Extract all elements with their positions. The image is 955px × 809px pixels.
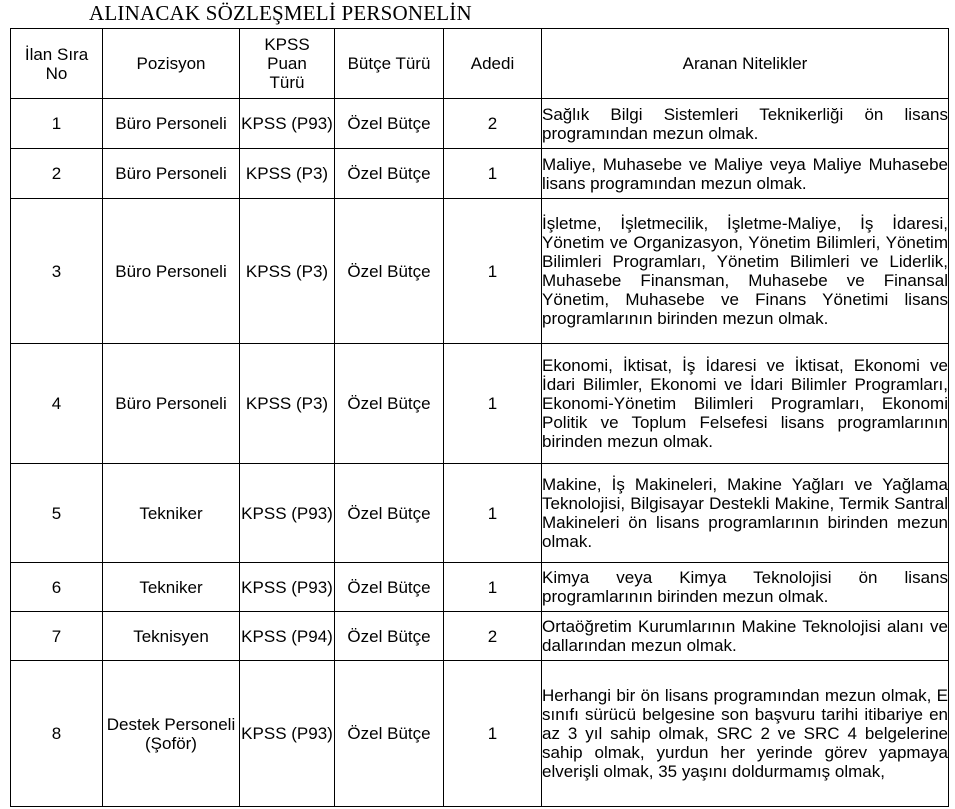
cell-kpss: KPSS (P93) — [240, 99, 335, 149]
cell-position: Büro Personeli — [103, 199, 240, 344]
cell-kpss: KPSS (P3) — [240, 199, 335, 344]
cell-budget: Özel Bütçe — [335, 149, 444, 199]
document-title: ALINACAK SÖZLEŞMELİ PERSONELİN — [89, 1, 472, 25]
table-row — [11, 149, 949, 199]
cell-qualifications: İşletme, İşletmecilik, İşletme-Maliye, İş İdaresi, Yönetim ve Organizasyon, Yönetim Bilimleri, Yönetim Bilimleri Programları, Yönetim Bilimleri ve Liderlik, Muhasebe Finansman, Muhasebe ve Finansal Yönetim, Muhasebe ve Finans Yönetimi lisans programlarının birinden mezun olmak. — [542, 199, 949, 344]
cell-position: Büro Personeli — [103, 149, 240, 199]
table-row — [11, 612, 949, 661]
cell-budget: Özel Bütçe — [335, 99, 444, 149]
cell-qualifications: Maliye, Muhasebe ve Maliye veya Maliye Muhasebe lisans programından mezun olmak. — [542, 149, 949, 199]
cell-no: 2 — [11, 149, 103, 199]
cell-qualifications: Ekonomi, İktisat, İş İdaresi ve İktisat, Ekonomi ve İdari Bilimler, Ekonomi ve İdari Bilimler Programları, Ekonomi-Yönetim Bilimleri Programları, Ekonomi Politik ve Toplum Felsefesi lisans programlarının birinden mezun olmak. — [542, 344, 949, 464]
cell-kpss: KPSS (P94) — [240, 612, 335, 661]
cell-qualifications: Makine, İş Makineleri, Makine Yağları ve Yağlama Teknolojisi, Bilgisayar Destekli Makine, Termik Santral Makineleri ön lisans programlarının birinden mezun olmak. — [542, 464, 949, 563]
header-kpss-score-type: KPSS Puan Türü — [240, 29, 335, 99]
cell-qualifications: Herhangi bir ön lisans programından mezun olmak, E sınıfı sürücü belgesine son başvuru tarihi itibariye en az 3 yıl sahip olmak, SRC 2 ve SRC 4 belgelerine sahip olmak, yurdun her yerinde görev yapmaya elverişli olmak, 35 yaşını doldurmamış olmak, — [542, 661, 949, 807]
cell-position: Büro Personeli — [103, 99, 240, 149]
cell-budget: Özel Bütçe — [335, 344, 444, 464]
header-budget-type: Bütçe Türü — [335, 29, 444, 99]
table-row — [11, 99, 949, 149]
cell-position: Tekniker — [103, 464, 240, 563]
header-position: Pozisyon — [103, 29, 240, 99]
cell-kpss: KPSS (P3) — [240, 344, 335, 464]
cell-no: 3 — [11, 199, 103, 344]
cell-kpss: KPSS (P3) — [240, 149, 335, 199]
personnel-table — [10, 28, 949, 807]
cell-no: 5 — [11, 464, 103, 563]
cell-no: 1 — [11, 99, 103, 149]
table-row — [11, 344, 949, 464]
cell-qualifications: Kimya veya Kimya Teknolojisi ön lisans programlarının birinden mezun olmak. — [542, 563, 949, 612]
cell-qualifications: Sağlık Bilgi Sistemleri Teknikerliği ön lisans programından mezun olmak. — [542, 99, 949, 149]
cell-no: 8 — [11, 661, 103, 807]
cell-position: Teknisyen — [103, 612, 240, 661]
header-listing-no: İlan Sıra No — [11, 29, 103, 99]
table-row — [11, 199, 949, 344]
cell-no: 4 — [11, 344, 103, 464]
table-row — [11, 661, 949, 807]
cell-no: 6 — [11, 563, 103, 612]
cell-position: Destek Personeli (Şoför) — [103, 661, 240, 807]
table-row — [11, 563, 949, 612]
cell-count: 1 — [444, 563, 542, 612]
header-qualifications: Aranan Nitelikler — [542, 29, 949, 99]
cell-qualifications: Ortaöğretim Kurumlarının Makine Teknolojisi alanı ve dallarından mezun olmak. — [542, 612, 949, 661]
cell-position: Büro Personeli — [103, 344, 240, 464]
cell-kpss: KPSS (P93) — [240, 661, 335, 807]
cell-budget: Özel Bütçe — [335, 199, 444, 344]
cell-count: 1 — [444, 661, 542, 807]
table-row — [11, 464, 949, 563]
cell-count: 1 — [444, 344, 542, 464]
cell-budget: Özel Bütçe — [335, 612, 444, 661]
cell-no: 7 — [11, 612, 103, 661]
header-count: Adedi — [444, 29, 542, 99]
cell-count: 2 — [444, 612, 542, 661]
cell-kpss: KPSS (P93) — [240, 464, 335, 563]
cell-count: 1 — [444, 149, 542, 199]
cell-budget: Özel Bütçe — [335, 563, 444, 612]
cell-count: 2 — [444, 99, 542, 149]
table-header-row — [11, 29, 949, 99]
cell-count: 1 — [444, 199, 542, 344]
cell-count: 1 — [444, 464, 542, 563]
cell-budget: Özel Bütçe — [335, 464, 444, 563]
cell-position: Tekniker — [103, 563, 240, 612]
cell-kpss: KPSS (P93) — [240, 563, 335, 612]
cell-budget: Özel Bütçe — [335, 661, 444, 807]
